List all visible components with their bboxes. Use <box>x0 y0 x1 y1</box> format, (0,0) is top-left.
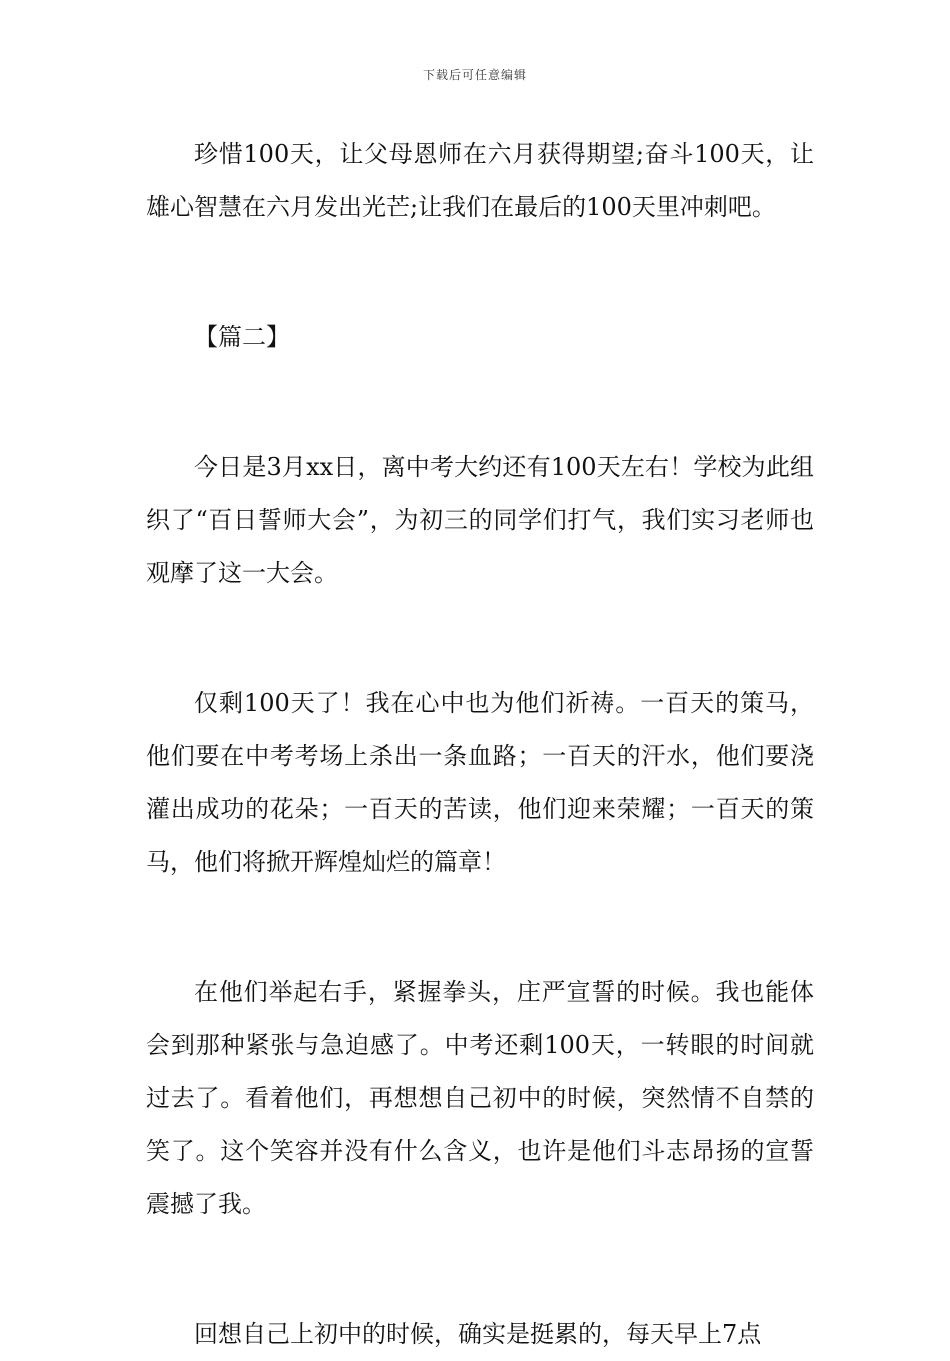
page-header-note: 下载后可任意编辑 <box>422 68 527 82</box>
paragraph-gap <box>146 234 814 311</box>
paragraph-gap <box>146 1231 814 1308</box>
section-title: 【篇二】 <box>194 323 290 351</box>
paragraph-3: 仅剩100天了！我在心中也为他们祈祷。一百天的策马，他们要在中考考场上杀出一条血路；一百天的汗水，他们要浇灌出成功的花朵；一百天的苦读，他们迎来荣耀；一百天的策马，他们将掀开辉煌灿烂的篇章！ <box>146 689 814 876</box>
paragraph-1: 珍惜100天，让父母恩师在六月获得期望;奋斗100天，让雄心智慧在六月发出光芒;让我们在最后的100天里冲刺吧。 <box>146 140 814 221</box>
paragraph-gap <box>146 600 814 677</box>
paragraph-4: 在他们举起右手，紧握拳头，庄严宣誓的时候。我也能体会到那种紧张与急迫感了。中考还剩100天，一转眼的时间就过去了。看着他们，再想想自己初中的时候，突然情不自禁的笑了。这个笑容并没有什么含义，也许是他们斗志昂扬的宣誓震撼了我。 <box>146 978 814 1218</box>
paragraph-5: 回想自己上初中的时候，确实是挺累的，每天早上7点 <box>194 1320 762 1348</box>
paragraph-gap <box>146 364 814 441</box>
document-body <box>146 128 814 1361</box>
paragraph-gap <box>146 889 814 966</box>
paragraph-2: 今日是3月xx日，离中考大约还有100天左右！学校为此组织了“百日誓师大会”，为初三的同学们打气，我们实习老师也观摩了这一大会。 <box>146 453 814 587</box>
